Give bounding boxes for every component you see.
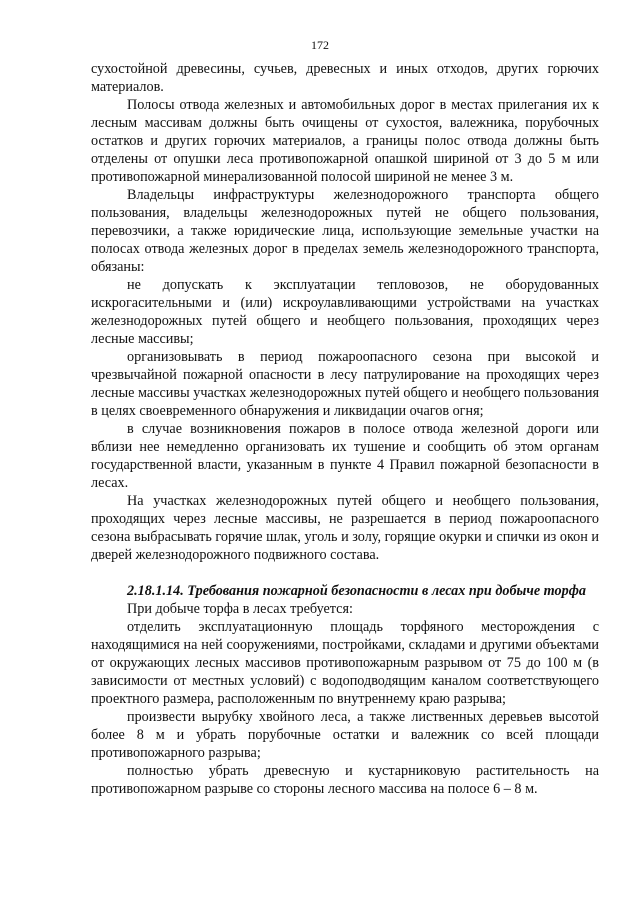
list-item: полностью убрать древесную и кустарниковую растительность на противопожарном разрыве со стороны лесного массива на полосе 6 – 8 м. xyxy=(91,763,599,797)
paragraph: Владельцы инфраструктуры железнодорожного транспорта общего пользования, владельцы железнодорожных путей не общего пользования, перевозчики, а также юридические лица, использующие земельные участки на полосах отвода железных дорог в пределах земель железнодорожного транспорта, обязаны: xyxy=(91,187,599,275)
list-item: в случае возникновения пожаров в полосе отвода железной дороги или вблизи нее немедленно организовать их тушение и сообщить об этом органам государственной власти, указанным в пункте 4 Правил пожарной безопасности в лесах. xyxy=(91,421,599,491)
paragraph: Полосы отвода железных и автомобильных дорог в местах прилегания их к лесным массивам должны быть очищены от сухостоя, валежника, порубочных остатков и других горючих материалов, а границы полос отвода должны быть отделены от опушки леса противопожарной опашкой шириной от 3 до 5 м или противопожарной минерализованной полосой шириной не менее 3 м. xyxy=(91,97,599,185)
list-item: произвести вырубку хвойного леса, а также лиственных деревьев высотой более 8 м и убрать порубочные остатки и валежник со всей площади противопожарного разрыва; xyxy=(91,709,599,761)
section-heading: 2.18.1.14. Требования пожарной безопасности в лесах при добыче торфа xyxy=(127,583,586,599)
list-item: не допускать к эксплуатации тепловозов, не оборудованных искрогасительными и (или) искроулавливающими устройствами на участках железнодорожных путей общего и необщего пользования, проходящих через лесные массивы; xyxy=(91,277,599,347)
list-item: отделить эксплуатационную площадь торфяного месторождения с находящимися на ней сооружениями, постройками, складами и другими объектами от окружающих лесных массивов противопожарным разрывом от 75 до 100 м (в зависимости от местных условий) с водоподводящим каналом соответствующего проектного размера, расположенным по внутреннему краю разрыва; xyxy=(91,619,599,707)
paragraph: На участках железнодорожных путей общего и необщего пользования, проходящих через лесные массивы, не разрешается в период пожароопасного сезона выбрасывать горячие шлак, уголь и золу, горящие окурки и спички из окон и дверей железнодорожного подвижного состава. xyxy=(91,493,599,563)
paragraph: При добыче торфа в лесах требуется: xyxy=(127,601,353,617)
document-body xyxy=(91,60,599,798)
page-number: 172 xyxy=(311,38,329,52)
list-item: организовывать в период пожароопасного сезона при высокой и чрезвычайной пожарной опасности в лесу патрулирование на проходящих через лесные массивы участках железнодорожных путей общего и необщего пользования в целях своевременного обнаружения и ликвидации очагов огня; xyxy=(91,349,599,419)
paragraph: сухостойной древесины, сучьев, древесных и иных отходов, других горючих материалов. xyxy=(91,61,599,95)
